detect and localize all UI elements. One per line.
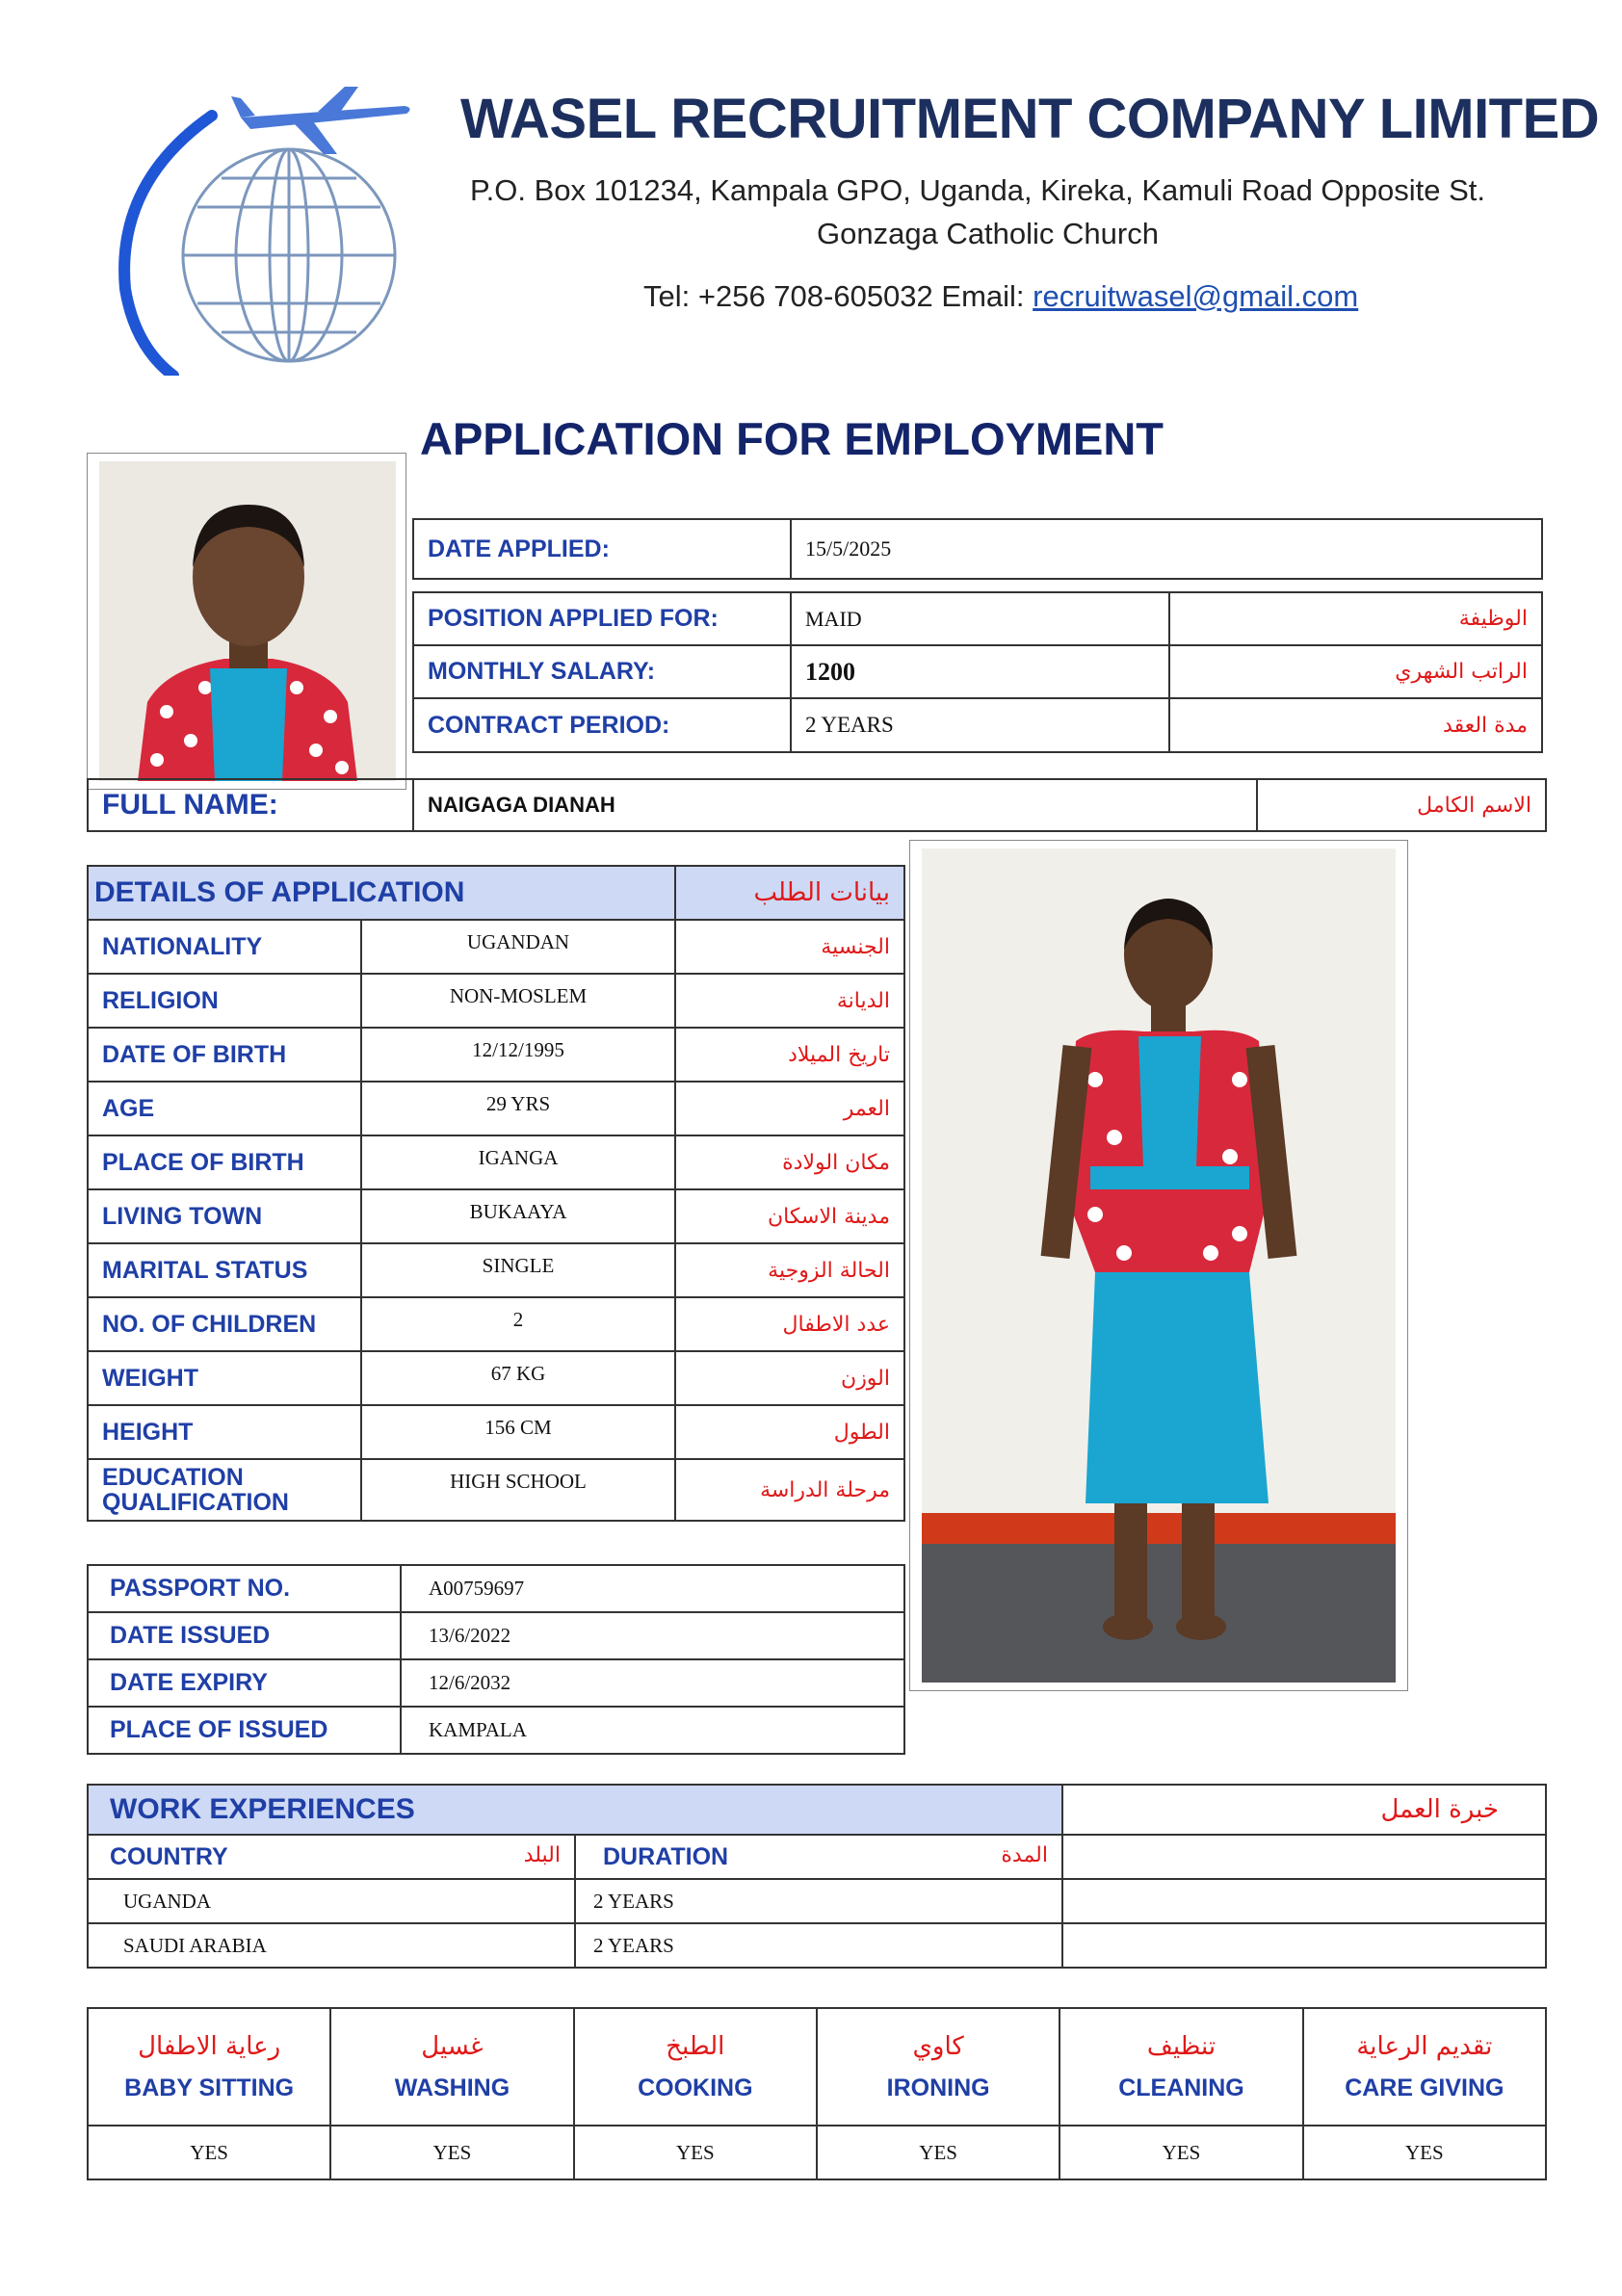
details-value: 67 KG [490, 1362, 546, 1385]
details-arabic: الديانة [836, 988, 890, 1013]
skill-value: YES [432, 2140, 472, 2164]
position-value: MAID [805, 606, 862, 631]
passport-row-date-expiry [88, 1659, 904, 1707]
details-label: NO. OF CHILDREN [102, 1310, 317, 1338]
details-value: HIGH SCHOOL [450, 1470, 587, 1493]
salary-arabic: الراتب الشهري [1395, 660, 1528, 684]
skill-value: YES [919, 2140, 957, 2164]
details-label: EDUCATION QUALIFICATION [102, 1463, 289, 1516]
company-address-line1: P.O. Box 101234, Kampala GPO, Uganda, Kireka, Kamuli Road Opposite St. [470, 173, 1486, 207]
company-name: WASEL RECRUITMENT COMPANY LIMITED [460, 88, 1600, 150]
passport-table [87, 1564, 905, 1755]
details-label: AGE [102, 1094, 155, 1122]
work-row [88, 1879, 1546, 1923]
details-value: IGANGA [478, 1146, 559, 1169]
skill-washing-value [330, 2126, 573, 2179]
country-header: COUNTRY [110, 1842, 228, 1870]
skill-cleaning-value [1060, 2126, 1302, 2179]
skill-ironing-value [817, 2126, 1060, 2179]
skill-ironing-header [817, 2008, 1060, 2126]
skill-label: IRONING [886, 2074, 990, 2101]
skill-care-giving-header [1303, 2008, 1546, 2126]
skill-cooking-value [574, 2126, 817, 2179]
details-label: RELIGION [102, 986, 219, 1014]
details-arabic: الجنسية [821, 934, 890, 959]
skill-arabic: غسيل [421, 2031, 484, 2061]
passport-value: 12/6/2032 [429, 1671, 511, 1694]
tel-label: Tel: +256 708-605032 Email: [643, 279, 1033, 313]
passport-label: PASSPORT NO. [110, 1575, 291, 1602]
details-row-weight [88, 1351, 904, 1405]
details-arabic: تاريخ الميلاد [788, 1042, 890, 1067]
date-applied-table [412, 518, 1543, 580]
details-table [87, 865, 905, 1522]
details-arabic: الحالة الزوجية [768, 1258, 890, 1283]
skill-cooking-header [574, 2008, 817, 2126]
details-value: NON-MOSLEM [449, 984, 588, 1007]
work-title: WORK EXPERIENCES [110, 1793, 415, 1825]
contract-arabic: مدة العقد [1443, 713, 1528, 738]
skill-cleaning-header [1060, 2008, 1302, 2126]
work-title-arabic: خبرة العمل [1380, 1795, 1499, 1824]
passport-label: PLACE OF ISSUED [110, 1716, 328, 1743]
work-duration: 2 YEARS [593, 1933, 674, 1957]
details-arabic: مدينة الاسكان [768, 1204, 890, 1229]
skills-table [87, 2007, 1547, 2180]
details-arabic: الوزن [841, 1366, 890, 1391]
details-value: BUKAAYA [469, 1200, 567, 1223]
page-title: APPLICATION FOR EMPLOYMENT [420, 413, 1164, 464]
salary-value: 1200 [805, 657, 855, 686]
skill-value: YES [675, 2140, 715, 2164]
details-label: WEIGHT [102, 1364, 198, 1392]
date-applied-label: DATE APPLIED: [428, 535, 610, 562]
position-table [412, 591, 1543, 753]
skill-label: CARE GIVING [1345, 2074, 1504, 2101]
company-logo [96, 87, 424, 376]
skill-baby-sitting-value [88, 2126, 330, 2179]
details-label: LIVING TOWN [102, 1202, 263, 1230]
details-value: 29 YRS [485, 1092, 551, 1115]
details-row-place-of-birth [88, 1135, 904, 1189]
passport-row-passport-no [88, 1565, 904, 1612]
work-row [88, 1923, 1546, 1968]
skill-washing-header [330, 2008, 573, 2126]
position-label: POSITION APPLIED FOR: [428, 605, 719, 632]
details-label: NATIONALITY [102, 932, 263, 960]
details-row-religion [88, 974, 904, 1028]
details-arabic: الطول [833, 1420, 890, 1445]
company-address-line2: Gonzaga Catholic Church [817, 217, 1159, 250]
details-label: DATE OF BIRTH [102, 1040, 287, 1068]
skill-care-giving-value [1303, 2126, 1546, 2179]
details-arabic: مكان الولادة [782, 1150, 890, 1175]
details-value: SINGLE [482, 1254, 555, 1277]
country-header-arabic: البلد [523, 1842, 561, 1867]
company-contact [643, 279, 1510, 314]
skill-value: YES [1162, 2140, 1201, 2164]
details-row-living-town [88, 1189, 904, 1243]
details-arabic: مرحلة الدراسة [760, 1477, 890, 1502]
full-name-value: NAIGAGA DIANAH [428, 793, 615, 817]
salary-label: MONTHLY SALARY: [428, 658, 656, 685]
details-label: HEIGHT [102, 1418, 194, 1446]
details-title-arabic: بيانات الطلب [753, 878, 890, 907]
skill-arabic: رعاية الاطفال [138, 2031, 281, 2061]
passport-row-place-of-issued [88, 1707, 904, 1754]
skill-arabic: الطبخ [666, 2031, 725, 2061]
skill-baby-sitting-header [88, 2008, 330, 2126]
work-country: SAUDI ARABIA [123, 1933, 267, 1957]
duration-header: DURATION [603, 1842, 729, 1870]
full-name-table [87, 778, 1547, 832]
details-arabic: عدد الاطفال [782, 1312, 890, 1337]
passport-value: A00759697 [429, 1577, 525, 1600]
portrait-photo-frame [87, 453, 406, 790]
full-name-arabic: الاسم الكامل [1417, 793, 1531, 818]
passport-label: DATE EXPIRY [110, 1669, 268, 1696]
details-row-height [88, 1405, 904, 1459]
work-experience-table [87, 1784, 1547, 1969]
skill-arabic: تنظيف [1146, 2031, 1216, 2061]
passport-row-date-issued [88, 1612, 904, 1659]
details-title: DETAILS OF APPLICATION [94, 876, 465, 908]
passport-value: 13/6/2022 [429, 1624, 511, 1647]
details-label: MARITAL STATUS [102, 1256, 308, 1284]
skill-arabic: تقديم الرعاية [1356, 2031, 1493, 2061]
skill-value: YES [1405, 2140, 1444, 2164]
details-row-date-of-birth [88, 1028, 904, 1082]
details-row-education-qualification [88, 1459, 904, 1521]
passport-value: KAMPALA [429, 1718, 527, 1741]
skill-arabic: كاوي [912, 2031, 964, 2061]
skill-label: WASHING [394, 2074, 510, 2101]
skill-label: BABY SITTING [124, 2074, 295, 2101]
full-body-photo [922, 848, 1396, 1683]
details-row-no-of-children [88, 1297, 904, 1351]
details-row-age [88, 1082, 904, 1135]
details-row-nationality [88, 920, 904, 974]
work-duration: 2 YEARS [593, 1889, 674, 1913]
full-name-label: FULL NAME: [102, 789, 278, 821]
portrait-photo [99, 461, 396, 781]
passport-label: DATE ISSUED [110, 1622, 271, 1649]
details-arabic: العمر [843, 1096, 890, 1121]
details-value: UGANDAN [466, 930, 570, 953]
details-label: PLACE OF BIRTH [102, 1148, 304, 1176]
details-value: 156 CM [484, 1416, 552, 1439]
duration-header-arabic: المدة [1001, 1842, 1048, 1867]
details-value: 2 [512, 1308, 524, 1331]
contract-value: 2 YEARS [805, 713, 894, 737]
email-link[interactable]: recruitwasel@gmail.com [1033, 279, 1359, 313]
position-arabic: الوظيفة [1458, 607, 1528, 631]
skill-label: CLEANING [1118, 2074, 1244, 2101]
skill-value: YES [190, 2140, 228, 2164]
date-applied-value: 15/5/2025 [805, 536, 892, 561]
skill-label: COOKING [638, 2074, 753, 2101]
full-body-photo-frame [909, 840, 1408, 1691]
work-country: UGANDA [123, 1889, 211, 1913]
details-row-marital-status [88, 1243, 904, 1297]
contract-label: CONTRACT PERIOD: [428, 711, 670, 739]
details-value: 12/12/1995 [472, 1038, 564, 1061]
